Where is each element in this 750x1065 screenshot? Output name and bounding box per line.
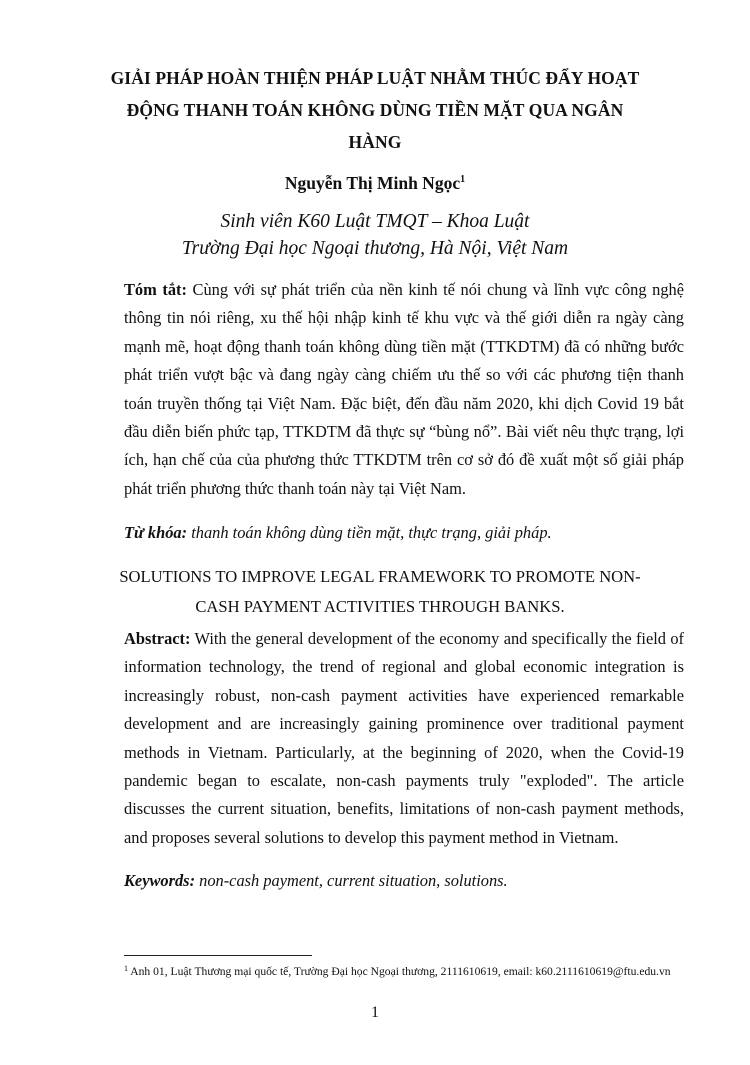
author-name-text: Nguyễn Thị Minh Ngọc: [284, 173, 461, 193]
footnote-text: Anh 01, Luật Thương mại quốc tế, Trường Đại học Ngoại thương, 2111610619, email: k60.2111610619@ftu.edu.vn: [130, 965, 671, 978]
keywords-en: [124, 870, 684, 892]
english-title-line-1: SOLUTIONS TO IMPROVE LEGAL FRAMEWORK TO PROMOTE NON-: [119, 567, 641, 586]
author-name: [100, 172, 650, 194]
keywords-vi: [124, 522, 684, 544]
footnote-mark: 1: [124, 964, 128, 973]
footnote: [124, 964, 684, 980]
abstract-vi: [124, 276, 684, 503]
abstract-en: [124, 625, 684, 852]
keywords-vi-label: Từ khóa:: [124, 523, 188, 542]
keywords-vi-text: thanh toán không dùng tiền mặt, thực trạng, giải pháp.: [191, 523, 552, 542]
author-footnote-mark[interactable]: 1: [460, 174, 466, 185]
abstract-en-label: Abstract:: [124, 629, 191, 648]
keywords-en-text: non-cash payment, current situation, solutions.: [199, 871, 508, 890]
abstract-vi-label: Tóm tắt:: [124, 280, 187, 299]
affiliation-line-1: Sinh viên K60 Luật TMQT – Khoa Luật: [220, 211, 530, 232]
english-title-line-2: CASH PAYMENT ACTIVITIES THROUGH BANKS.: [195, 597, 565, 616]
affiliation-line-2: Trường Đại học Ngoại thương, Hà Nội, Việt Nam: [181, 238, 569, 259]
paper-title: GIẢI PHÁP HOÀN THIỆN PHÁP LUẬT NHẰM THÚC ĐẨY HOẠT ĐỘNG THANH TOÁN KHÔNG DÙNG TIỀN MẶT QUA NGÂN HÀNG: [110, 68, 640, 152]
footnote-divider: [124, 955, 312, 956]
page-number: 1: [371, 1004, 379, 1021]
abstract-en-text: With the general development of the economy and specifically the field of information technology, the trend of regional and global economic integration is increasingly robust, non-cash payment activities have experienced remarkable development and are increasingly gaining prominence over traditional payment methods in Vietnam. Particularly, at the beginning of 2020, when the Covid-19 pandemic began to escalate, non-cash payments truly "exploded". The article discusses the current situation, benefits, limitations of non-cash payment methods, and proposes several solutions to develop this payment method in Vietnam.: [124, 629, 685, 847]
english-title: [110, 562, 650, 622]
abstract-vi-text: Cùng với sự phát triển của nền kinh tế nói chung và lĩnh vực công nghệ thông tin nói riêng, xu thế hội nhập kinh tế khu vực và thế giới diễn ra ngày càng mạnh mẽ, hoạt động thanh toán không dùng tiền mặt (TTKDTM) đã có những bước phát triển vượt bậc và đang ngày càng chiếm ưu thế so với các phương tiện thanh toán truyền thống tại Việt Nam. Đặc biệt, đến đầu năm 2020, khi dịch Covid 19 bắt đầu diễn biến phức tạp, TTKDTM đã thực sự “bùng nổ”. Bài viết nêu thực trạng, lợi ích, hạn chế của của phương thức TTKDTM trên cơ sở đó đề xuất một số giải pháp phát triển phương thức thanh toán này tại Việt Nam.: [124, 280, 684, 498]
affiliation: [100, 208, 650, 262]
keywords-en-label: Keywords:: [124, 871, 196, 890]
